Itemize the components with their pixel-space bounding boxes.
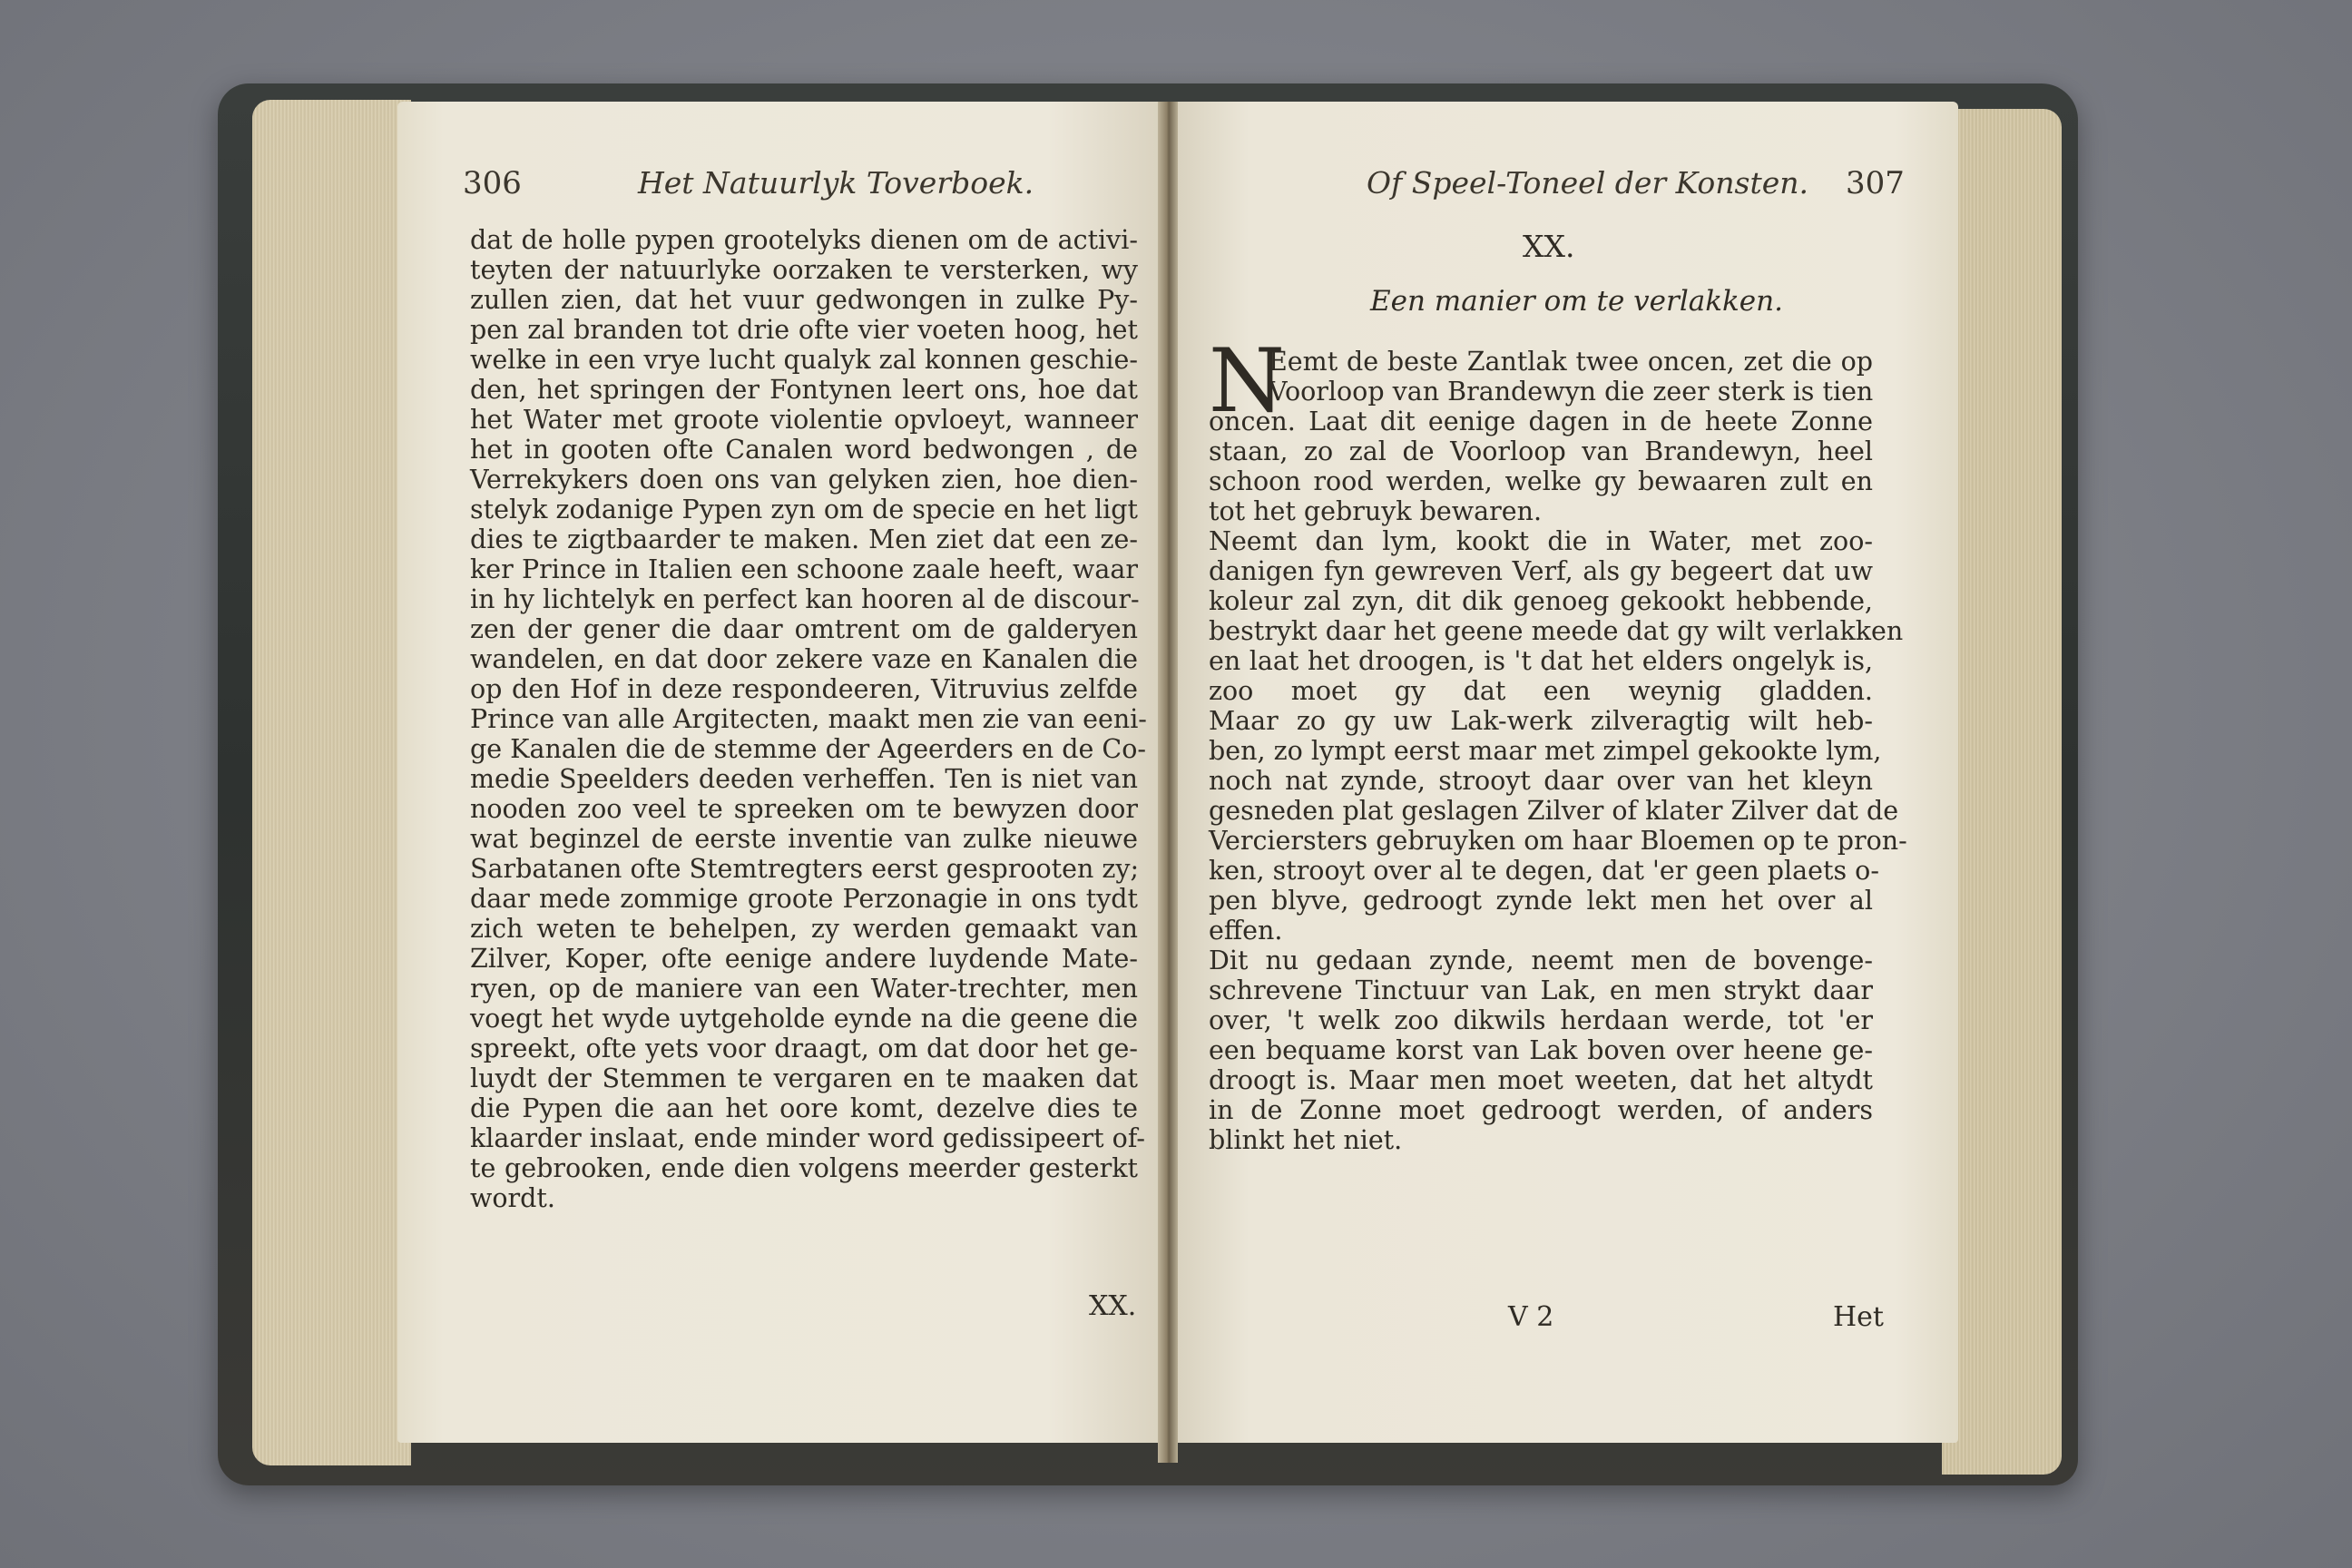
text-line: klaarder inslaat, ende minder word gedissipeert of- xyxy=(470,1123,1145,1153)
right-page xyxy=(1171,102,1958,1443)
left-running-head: Het Natuurlyk Toverboek. xyxy=(638,165,1034,201)
text-line: zen der gener die daar omtrent om de galderyen xyxy=(470,614,1138,644)
text-line: te gebrooken, ende dien volgens meerder gesterkt xyxy=(470,1153,1138,1183)
text-line: wandelen, en dat door zekere vaze en Kanalen die xyxy=(470,644,1138,674)
page-edges-left xyxy=(252,100,411,1465)
text-line: zullen zien, dat het vuur gedwongen in zulke Py- xyxy=(470,285,1138,315)
text-line: wordt. xyxy=(470,1183,555,1213)
left-page xyxy=(397,102,1163,1443)
text-line: het Water met groote violentie opvloeyt, wanneer xyxy=(470,405,1138,435)
text-line: Dit nu gedaan zynde, neemt men de bovenge- xyxy=(1209,946,1873,975)
text-line: in de Zonne moet gedroogt werden, of anders xyxy=(1209,1095,1873,1125)
left-body-text xyxy=(470,225,1147,1213)
text-line: blinkt het niet. xyxy=(1209,1125,1403,1155)
text-line: danigen fyn gewreven Verf, als gy begeert dat uw xyxy=(1209,556,1873,586)
right-running-head: Of Speel-Toneel der Konsten. xyxy=(1367,165,1809,201)
text-line: schoon rood werden, welke gy bewaaren zult en xyxy=(1209,466,1873,496)
text-line: Verrekykers doen ons van gelyken zien, hoe dien- xyxy=(470,465,1138,495)
text-line: Maar zo gy uw Lak-werk zilveragtig wilt heb- xyxy=(1209,706,1873,736)
right-body-text xyxy=(1209,407,1907,1155)
text-line: Verciersters gebruyken om haar Bloemen op te pron- xyxy=(1209,826,1907,856)
text-line: ben, zo lympt eerst maar met zimpel gekookte lym, xyxy=(1209,736,1882,766)
text-line: Eemt de beste Zantlak twee oncen, zet die op xyxy=(1269,347,1873,377)
text-line: luydt der Stemmen te vergaren en te maaken dat xyxy=(470,1063,1138,1093)
text-line: voegt het wyde uytgeholde eynde na die geene die xyxy=(470,1004,1138,1034)
right-catchword: Het xyxy=(1833,1301,1884,1333)
left-catchword: XX. xyxy=(1089,1290,1137,1322)
text-line: ge Kanalen die de stemme der Ageerders en de Co- xyxy=(470,734,1147,764)
text-line: Voorloop van Brandewyn die zeer sterk is tien xyxy=(1269,377,1874,407)
text-line: den, het springen der Fontynen leert ons, hoe dat xyxy=(470,375,1138,405)
text-line: zoo moet gy dat een weynig gladden. xyxy=(1209,676,1873,706)
section-number: XX. xyxy=(1523,229,1575,264)
text-line: zich weten te behelpen, zy werden gemaakt van xyxy=(470,914,1138,944)
text-line: dat de holle pypen grootelyks dienen om de activi- xyxy=(470,225,1138,255)
text-line: welke in een vrye lucht qualyk zal konnen geschie- xyxy=(470,345,1138,375)
text-line: medie Speelders deeden verheffen. Ten is niet van xyxy=(470,764,1138,794)
text-line: wat beginzel de eerste inventie van zulke nieuwe xyxy=(470,824,1138,854)
right-first-lines xyxy=(1269,347,1873,407)
text-line: op den Hof in deze respondeeren, Vitruvius zelfde xyxy=(470,674,1138,704)
text-line: daar mede zommige groote Perzonagie in ons tydt xyxy=(470,884,1138,914)
text-line: ryen, op de maniere van een Water-trechter, men xyxy=(470,974,1138,1004)
right-page-number: 307 xyxy=(1846,165,1905,201)
text-line: schrevene Tinctuur van Lak, en men strykt daar xyxy=(1209,975,1873,1005)
signature-mark: V 2 xyxy=(1508,1301,1554,1333)
text-line: Sarbatanen ofte Stemtregters eerst gesprooten zy; xyxy=(470,854,1140,884)
text-line: ken, strooyt over al te degen, dat 'er geen plaets o- xyxy=(1209,856,1879,886)
text-line: Neemt dan lym, kookt die in Water, met zoo- xyxy=(1209,526,1873,556)
text-line: oncen. Laat dit eenige dagen in de heete Zonne xyxy=(1209,407,1873,436)
text-line: dies te zigtbaarder te maken. Men ziet dat een ze- xyxy=(470,524,1138,554)
text-line: ker Prince in Italien een schoone zaale heeft, waar xyxy=(470,554,1138,584)
text-line: het in gooten ofte Canalen word bedwongen , de xyxy=(470,435,1138,465)
text-line: en laat het droogen, is 't dat het elders ongelyk is, xyxy=(1209,646,1873,676)
text-line: koleur zal zyn, dit dik genoeg gekookt hebbende, xyxy=(1209,586,1873,616)
text-line: teyten der natuurlyke oorzaken te versterken, wy xyxy=(470,255,1138,285)
text-line: stelyk zodanige Pypen zyn om de specie en het ligt xyxy=(470,495,1138,524)
section-title: Een manier om te verlakken. xyxy=(1370,285,1783,318)
text-line: Prince van alle Argitecten, maakt men zie van eeni- xyxy=(470,704,1147,734)
text-line: die Pypen die aan het oore komt, dezelve dies te xyxy=(470,1093,1138,1123)
text-line: pen zal branden tot drie ofte vier voeten hoog, het xyxy=(470,315,1138,345)
left-page-number: 306 xyxy=(463,165,522,201)
text-line: spreekt, ofte yets voor draagt, om dat door het ge- xyxy=(470,1034,1138,1063)
text-line: tot het gebruyk bewaren. xyxy=(1209,496,1543,526)
page-edges-right xyxy=(1942,109,2062,1475)
text-line: effen. xyxy=(1209,916,1283,946)
book-gutter xyxy=(1158,102,1178,1463)
text-line: gesneden plat geslagen Zilver of klater Zilver dat de xyxy=(1209,796,1899,826)
text-line: in hy lichtelyk en perfect kan hooren al de discour- xyxy=(470,584,1140,614)
text-line: staan, zo zal de Voorloop van Brandewyn, heel xyxy=(1209,436,1873,466)
text-line: Zilver, Koper, ofte eenige andere luydende Mate- xyxy=(470,944,1138,974)
text-line: over, 't welk zoo dikwils herdaan werde, tot 'er xyxy=(1209,1005,1873,1035)
text-line: pen blyve, gedroogt zynde lekt men het over al xyxy=(1209,886,1873,916)
text-line: nooden zoo veel te spreeken om te bewyzen door xyxy=(470,794,1138,824)
text-line: bestrykt daar het geene meede dat gy wilt verlakken xyxy=(1209,616,1904,646)
drop-cap: N xyxy=(1209,330,1285,432)
text-line: noch nat zynde, strooyt daar over van het kleyn xyxy=(1209,766,1873,796)
text-line: droogt is. Maar men moet weeten, dat het altydt xyxy=(1209,1065,1873,1095)
text-line: een bequame korst van Lak boven over heene ge- xyxy=(1209,1035,1873,1065)
